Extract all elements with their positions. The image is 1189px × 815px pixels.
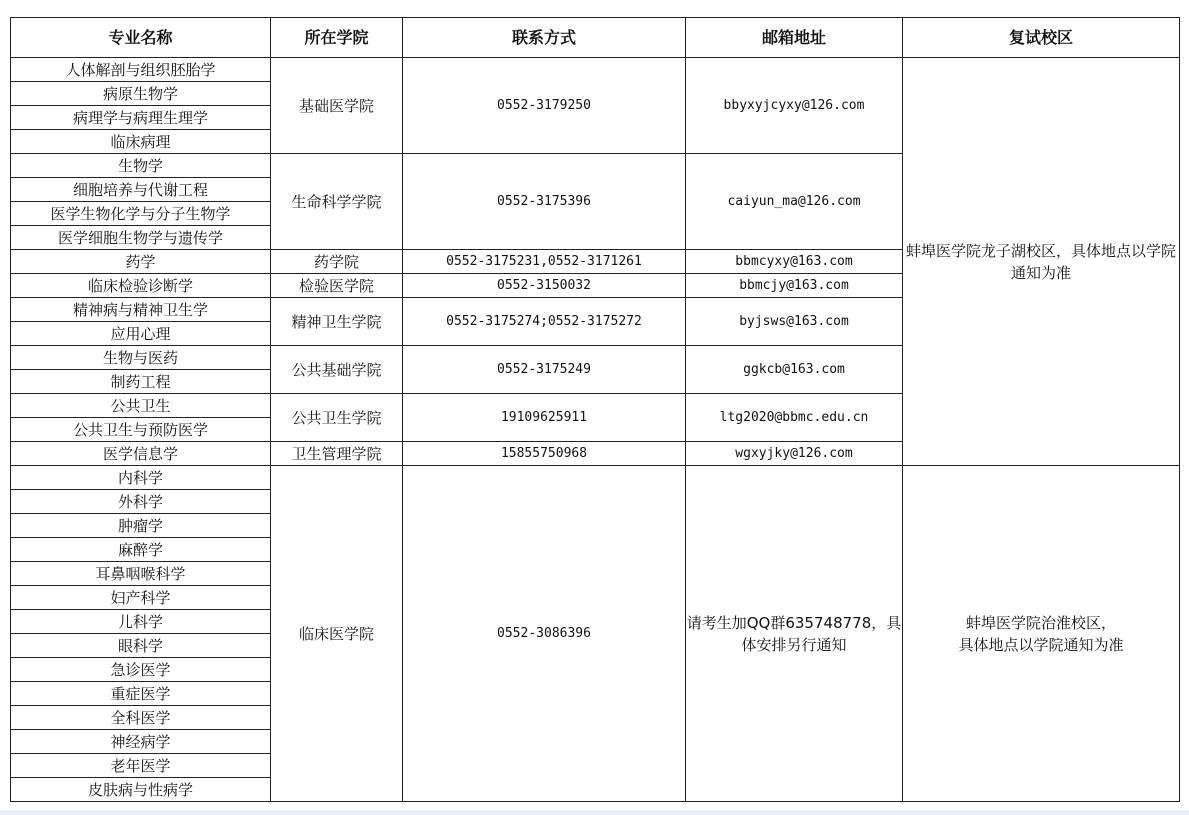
email-cell: wgxyjky@126.com — [686, 442, 903, 466]
admissions-contact-table-wrapper — [10, 17, 1180, 802]
table-row — [11, 466, 1180, 490]
header-email: 邮箱地址 — [686, 18, 903, 58]
major-cell: 重症医学 — [11, 682, 271, 706]
major-cell: 医学信息学 — [11, 442, 271, 466]
college-cell: 生命科学学院 — [271, 154, 403, 250]
phone-cell: 0552-3150032 — [403, 274, 686, 298]
header-contact: 联系方式 — [403, 18, 686, 58]
college-cell: 检验医学院 — [271, 274, 403, 298]
major-cell: 公共卫生与预防医学 — [11, 418, 271, 442]
phone-cell: 0552-3086396 — [403, 466, 686, 802]
major-cell: 麻醉学 — [11, 538, 271, 562]
major-cell: 临床病理 — [11, 130, 271, 154]
major-cell: 病理学与病理生理学 — [11, 106, 271, 130]
header-row — [11, 18, 1180, 58]
major-cell: 公共卫生 — [11, 394, 271, 418]
email-cell: ltg2020@bbmc.edu.cn — [686, 394, 903, 442]
major-cell: 药学 — [11, 250, 271, 274]
email-cell: 请考生加QQ群635748778，具体安排另行通知 — [686, 466, 903, 802]
email-cell: bbyxyjcyxy@126.com — [686, 58, 903, 154]
table-row — [11, 58, 1180, 82]
header-major: 专业名称 — [11, 18, 271, 58]
major-cell: 神经病学 — [11, 730, 271, 754]
major-cell: 生物学 — [11, 154, 271, 178]
major-cell: 耳鼻咽喉科学 — [11, 562, 271, 586]
phone-cell: 15855750968 — [403, 442, 686, 466]
phone-cell: 0552-3175274;0552-3175272 — [403, 298, 686, 346]
major-cell: 医学生物化学与分子生物学 — [11, 202, 271, 226]
major-cell: 病原生物学 — [11, 82, 271, 106]
phone-cell: 0552-3179250 — [403, 58, 686, 154]
campus-cell: 蚌埠医学院治淮校区， 具体地点以学院通知为准 — [903, 466, 1180, 802]
college-cell: 卫生管理学院 — [271, 442, 403, 466]
major-cell: 妇产科学 — [11, 586, 271, 610]
college-cell: 公共卫生学院 — [271, 394, 403, 442]
major-cell: 人体解剖与组织胚胎学 — [11, 58, 271, 82]
major-cell: 肿瘤学 — [11, 514, 271, 538]
phone-cell: 0552-3175249 — [403, 346, 686, 394]
email-cell: byjsws@163.com — [686, 298, 903, 346]
college-cell: 精神卫生学院 — [271, 298, 403, 346]
email-cell: caiyun_ma@126.com — [686, 154, 903, 250]
major-cell: 应用心理 — [11, 322, 271, 346]
email-cell: bbmcyxy@163.com — [686, 250, 903, 274]
email-cell: bbmcjy@163.com — [686, 274, 903, 298]
major-cell: 急诊医学 — [11, 658, 271, 682]
major-cell: 皮肤病与性病学 — [11, 778, 271, 802]
major-cell: 外科学 — [11, 490, 271, 514]
major-cell: 全科医学 — [11, 706, 271, 730]
college-cell: 公共基础学院 — [271, 346, 403, 394]
major-cell: 老年医学 — [11, 754, 271, 778]
phone-cell: 0552-3175231,0552-3171261 — [403, 250, 686, 274]
phone-cell: 0552-3175396 — [403, 154, 686, 250]
header-college: 所在学院 — [271, 18, 403, 58]
header-campus: 复试校区 — [903, 18, 1180, 58]
major-cell: 内科学 — [11, 466, 271, 490]
campus-cell: 蚌埠医学院龙子湖校区，具体地点以学院通知为准 — [903, 58, 1180, 466]
major-cell: 儿科学 — [11, 610, 271, 634]
major-cell: 制药工程 — [11, 370, 271, 394]
email-cell: ggkcb@163.com — [686, 346, 903, 394]
major-cell: 生物与医药 — [11, 346, 271, 370]
bottom-background-strip — [0, 810, 1189, 815]
college-cell: 药学院 — [271, 250, 403, 274]
college-cell: 基础医学院 — [271, 58, 403, 154]
major-cell: 临床检验诊断学 — [11, 274, 271, 298]
major-cell: 细胞培养与代谢工程 — [11, 178, 271, 202]
admissions-contact-table — [10, 17, 1180, 802]
major-cell: 医学细胞生物学与遗传学 — [11, 226, 271, 250]
major-cell: 眼科学 — [11, 634, 271, 658]
major-cell: 精神病与精神卫生学 — [11, 298, 271, 322]
phone-cell: 19109625911 — [403, 394, 686, 442]
college-cell: 临床医学院 — [271, 466, 403, 802]
